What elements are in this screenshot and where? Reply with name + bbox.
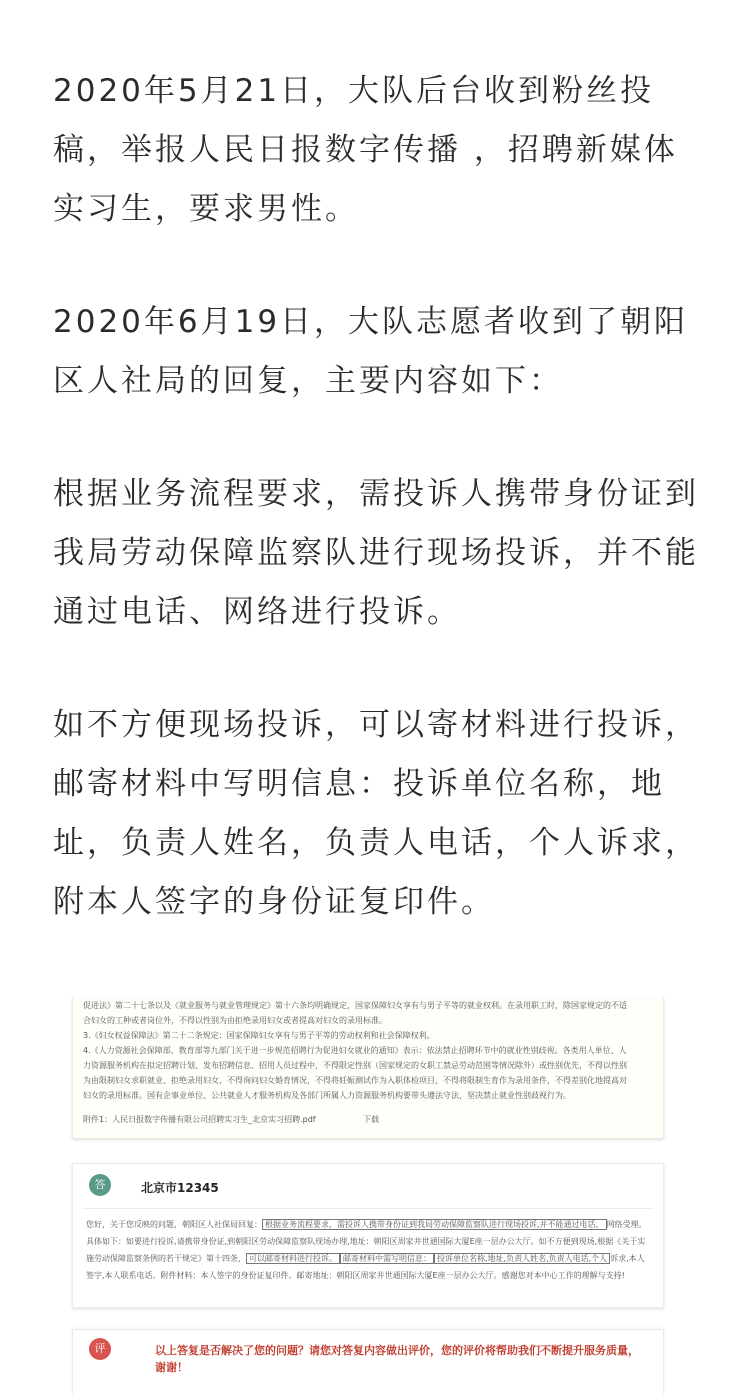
reply-sender: 北京市12345 — [141, 1181, 219, 1195]
reply-text-part: 您好，关于您反映的问题，朝阳区人社保局回复： — [86, 1220, 262, 1229]
reply-text-part: 诉求,本人签字,本人联系电话。附件材料：本人签字的身份证复印件。邮寄地址：朝阳区周家井世通国际大厦E座一层办公大厅。感谢您对本中心工作的理解与支持! — [86, 1254, 645, 1280]
highlighted-excerpt: 根据业务流程要求，需投诉人携带身份证到我局劳动保障监察队进行现场投诉,并不能通过电话、 — [262, 1219, 607, 1230]
attachment-row — [83, 1114, 379, 1125]
doc-line: 妇女的录用标准。国有企事业单位、公共就业人才服务机构及各部门所属人力资源服务机构要带头遵法守法，坚决禁止就业性别歧视行为。 — [83, 1091, 571, 1100]
document-excerpt-screenshot — [72, 998, 664, 1139]
divider — [83, 1208, 653, 1209]
highlighted-excerpt: 可以邮寄材料进行投诉。 — [246, 1253, 340, 1264]
reply-text — [86, 1216, 652, 1284]
rating-prompt: 以上答复是否解决了您的问题？请您对答复内容做出评价，您的评价将帮助我们不断提升服务质量，谢谢！ — [155, 1344, 639, 1374]
doc-line: 为由限制妇女求职就业、拒绝录用妇女，不得询问妇女婚育情况，不得将妊娠测试作为入职体检项目，不得将限制生育作为录用条件，不得差别化地提高对 — [83, 1076, 627, 1085]
highlighted-excerpt: 邮寄材料中需写明信息： — [340, 1253, 434, 1264]
reply-text-part: 网络受理。具体如下：如要进行投诉,请携带身份证,到朝阳区劳动保障监察队现场办理,地址：朝阳区周家井世通国际大厦E座一层办公大厅。如不方便到现场,根据《关于实施劳动保障监察条例的若干规定》第十四条， — [86, 1220, 647, 1263]
rating-badge-icon: 评 — [89, 1338, 111, 1360]
doc-line: 促进法》第二十七条以及《就业服务与就业管理规定》第十六条均明确规定，国家保障妇女享有与男子平等的就业权利。在录用职工时，除国家规定的不适 — [83, 1001, 627, 1010]
download-link[interactable]: 下载 — [363, 1115, 380, 1124]
attachment-link[interactable]: 附件1：人民日报数字传播有限公司招聘实习生_北京实习招聘.pdf — [83, 1115, 316, 1124]
article-body — [53, 62, 703, 986]
doc-line: 4.《人力资源社会保障部、教育部等九部门关于进一步规范招聘行为促进妇女就业的通知》表示：依法禁止招聘环节中的就业性别歧视。各类用人单位、人 — [83, 1046, 627, 1055]
reply-card-screenshot — [72, 1163, 664, 1308]
paragraph-3: 根据业务流程要求，需投诉人携带身份证到我局劳动保障监察队进行现场投诉，并不能通过电话、网络进行投诉。 — [53, 476, 699, 630]
paragraph-1: 2020年5月21日，大队后台收到粉丝投稿，举报人民日报数字传播 ，招聘新媒体实习生，要求男性。 — [53, 73, 678, 227]
doc-line: 合妇女的工种或者岗位外，不得以性别为由拒绝录用妇女或者提高对妇女的录用标准。 — [83, 1016, 387, 1025]
rating-card-screenshot — [72, 1329, 664, 1394]
highlighted-excerpt: 投诉单位名称,地址,负责人姓名,负责人电话,个人 — [434, 1253, 610, 1264]
doc-line: 力资源服务机构在拟定招聘计划、发布招聘信息、招用人员过程中，不得限定性别（国家规定的女职工禁忌劳动范围等情况除外）或性别优先，不得以性别 — [83, 1061, 627, 1070]
paragraph-4: 如不方便现场投诉，可以寄材料进行投诉，邮寄材料中写明信息：投诉单位名称，地址，负责人姓名，负责人电话，个人诉求，附本人签字的身份证复印件。 — [53, 707, 699, 920]
answer-badge-icon: 答 — [89, 1174, 111, 1196]
doc-line: 3.《妇女权益保障法》第二十二条规定：国家保障妇女享有与男子平等的劳动权利和社会保障权利。 — [83, 1031, 435, 1040]
paragraph-2: 2020年6月19日，大队志愿者收到了朝阳区人社局的回复，主要内容如下： — [53, 304, 689, 399]
